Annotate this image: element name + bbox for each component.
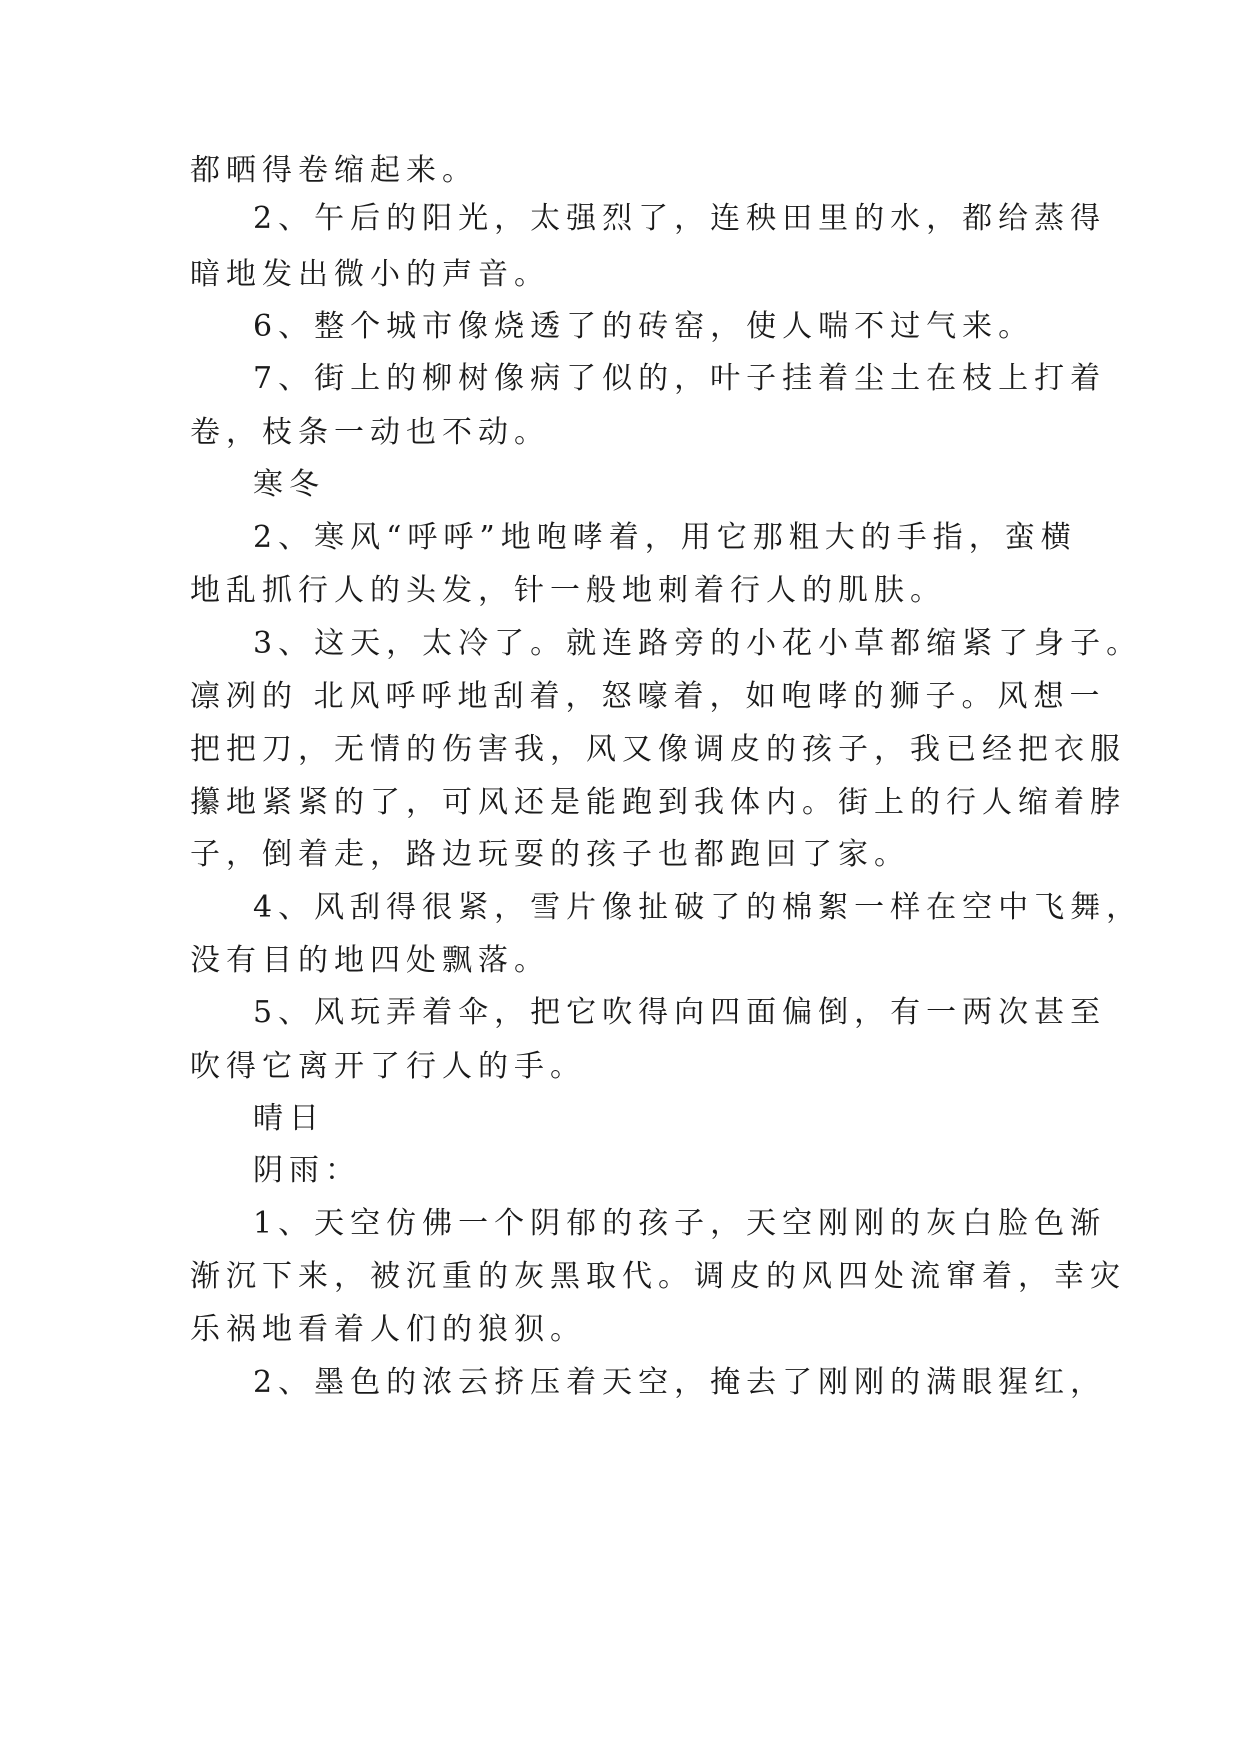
text-line: 子，倒着走，路边玩耍的孩子也都跑回了家。 [190,837,910,872]
text-line: 渐沉下来，被沉重的灰黑取代。调皮的风四处流窜着，幸灾 [190,1259,1126,1294]
text-line: 没有目的地四处飘落。 [190,943,550,978]
text-line: 2、寒风“呼呼”地咆哮着，用它那粗大的手指，蛮横 [253,520,1077,555]
text-line: 3、这天，太冷了。就连路旁的小花小草都缩紧了身子。 [253,626,1143,661]
text-line: 地乱抓行人的头发，针一般地刺着行人的肌肤。 [190,573,946,608]
text-line: 1、天空仿佛一个阴郁的孩子，天空刚刚的灰白脸色渐 [253,1206,1107,1241]
text-line: 凛冽的 北风呼呼地刮着，怒嚎着，如咆哮的狮子。风想一 [190,679,1106,714]
text-line: 4、风刮得很紧，雪片像扯破了的棉絮一样在空中飞舞， [253,890,1143,925]
text-line: 把把刀，无情的伤害我，风又像调皮的孩子，我已经把衣服 [190,732,1126,767]
text-line: 卷，枝条一动也不动。 [190,415,550,450]
section-heading: 寒冬 [253,467,325,502]
text-line: 乐祸地看着人们的狼狈。 [190,1312,586,1347]
section-heading: 晴日 [253,1101,325,1136]
text-line: 都晒得卷缩起来。 [190,153,478,188]
text-line: 暗地发出微小的声音。 [190,257,550,292]
text-line: 7、街上的柳树像病了似的，叶子挂着尘土在枝上打着 [253,361,1107,396]
text-line: 吹得它离开了行人的手。 [190,1049,586,1084]
text-line: 攥地紧紧的了，可风还是能跑到我体内。街上的行人缩着脖 [190,785,1126,820]
text-line: 2、午后的阳光，太强烈了，连秧田里的水，都给蒸得 [253,201,1107,236]
text-line: 2、墨色的浓云挤压着天空，掩去了刚刚的满眼猩红， [253,1365,1107,1400]
section-heading: 阴雨： [253,1153,361,1188]
text-line: 6、整个城市像烧透了的砖窑，使人喘不过气来。 [253,309,1035,344]
text-line: 5、风玩弄着伞，把它吹得向四面偏倒，有一两次甚至 [253,995,1107,1030]
